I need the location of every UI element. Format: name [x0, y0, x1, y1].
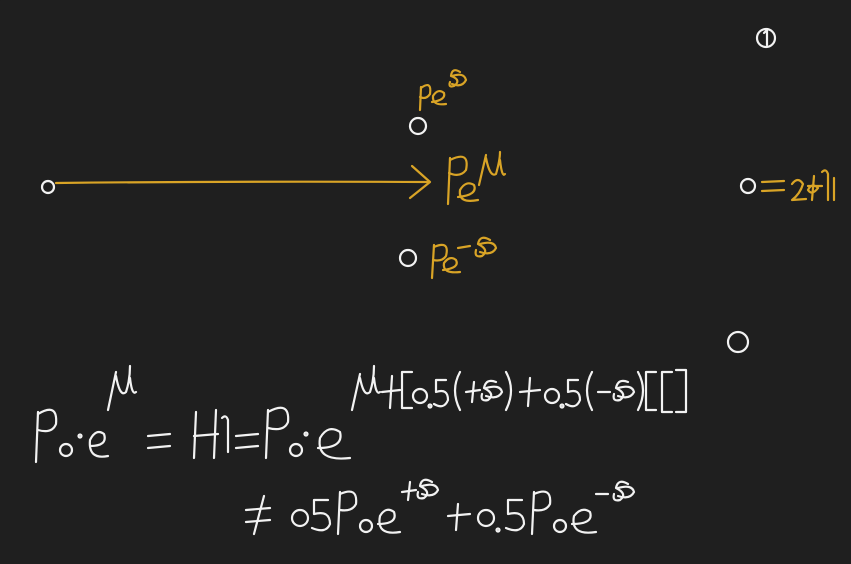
- start-node: [42, 181, 54, 193]
- arrow-shaft: [56, 182, 428, 183]
- transcriptions: [0, 0, 1, 1]
- equation-line-1-handwriting: [36, 366, 686, 462]
- lower-node-label: [432, 238, 496, 278]
- upper-node-circle: [410, 118, 426, 134]
- middle-node-label: [448, 152, 505, 204]
- payoff-middle-zero: [741, 179, 755, 193]
- payoff-top-circle-icon: [757, 29, 775, 47]
- equation-line-2-handwriting: [246, 480, 634, 534]
- lower-node-circle: [400, 250, 416, 266]
- payoff-middle-label: [762, 170, 834, 200]
- payoff-bottom-zero: [728, 332, 748, 352]
- upper-node-label: [420, 70, 466, 110]
